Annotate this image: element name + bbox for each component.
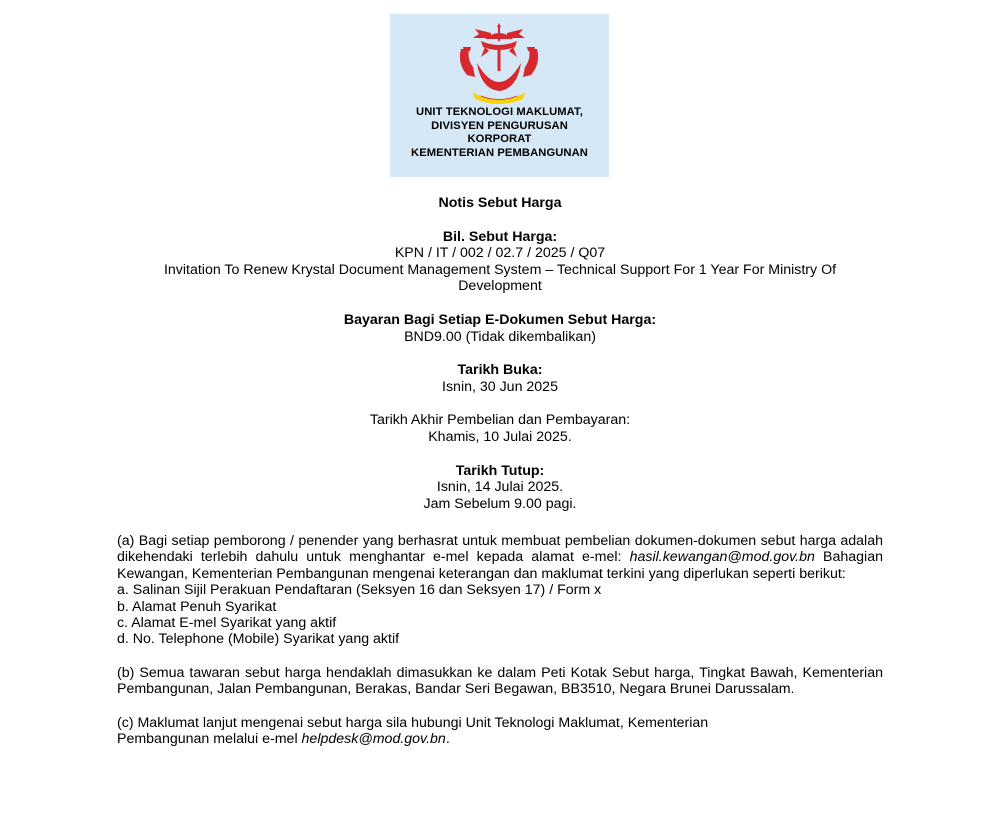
close-date-value: Isnin, 14 Julai 2025.: [436, 479, 564, 496]
ref-label: Bil. Sebut Harga:: [442, 228, 558, 245]
brunei-crest-icon: [451, 19, 547, 107]
paragraph-a-text-1: (a) Bagi setiap pemborong / penender yang berhasrat untuk membuat pembelian dokumen-dokumen sebut harga adalah dikehendaki terlebih dahulu untuk menghantar e-mel kepada alamat e-mel:: [117, 533, 883, 566]
requirement-item-a: a. Salinan Sijil Perakuan Pendaftaran (Seksyen 16 dan Seksyen 17) / Form x: [117, 582, 602, 599]
logo-line-1: UNIT TEKNOLOGI MAKLUMAT,: [416, 106, 583, 118]
requirement-item-d: d. No. Telephone (Mobile) Syarikat yang aktif: [117, 631, 400, 648]
helpdesk-email-link[interactable]: helpdesk@mod.gov.bn: [301, 731, 446, 748]
purchase-deadline-label: Tarikh Akhir Pembelian dan Pembayaran:: [369, 412, 631, 429]
logo-line-3: KORPORAT: [467, 133, 532, 145]
paragraph-a: [117, 533, 883, 582]
logo-caption: [390, 106, 609, 160]
logo-line-2: DIVISYEN PENGURUSAN: [431, 119, 568, 132]
ref-number: KPN / IT / 002 / 02.7 / 2025 / Q07: [394, 245, 606, 262]
ministry-logo-panel: [390, 14, 609, 177]
paragraph-c-suffix: .: [445, 731, 450, 748]
finance-email-link[interactable]: hasil.kewangan@mod.gov.bn: [629, 549, 815, 566]
subject-line-2: Development: [458, 278, 542, 295]
paragraph-c-prefix: Pembangunan melalui e-mel: [117, 731, 302, 748]
requirement-item-b: b. Alamat Penuh Syarikat: [117, 598, 277, 615]
close-date-label: Tarikh Tutup:: [455, 462, 545, 479]
paragraph-c-line-2: [117, 731, 883, 747]
open-date-value: Isnin, 30 Jun 2025: [442, 378, 558, 395]
subject-line-1: Invitation To Renew Krystal Document Management System – Technical Support For 1 Year For Ministry Of: [163, 261, 837, 278]
paragraph-c-line-1: (c) Maklumat lanjut mengenai sebut harga sila hubungi Unit Teknologi Maklumat, Kementerian: [117, 714, 709, 731]
notice-title: Notis Sebut Harga: [438, 195, 562, 211]
notice-body: [117, 533, 883, 747]
paragraph-a-text-2: Bahagian Kewangan, Kementerian Pembangunan mengenai keterangan dan maklumat terkini yang diperlukan seperti berikut:: [117, 549, 883, 582]
logo-line-4: KEMENTERIAN PEMBANGUNAN: [411, 146, 588, 159]
fee-value: BND9.00 (Tidak dikembalikan): [404, 328, 596, 345]
requirement-item-c: c. Alamat E-mel Syarikat yang aktif: [117, 615, 337, 632]
close-time: Jam Sebelum 9.00 pagi.: [423, 495, 577, 512]
notice-header: [0, 195, 1000, 512]
purchase-deadline-value: Khamis, 10 Julai 2025.: [428, 428, 572, 445]
fee-label: Bayaran Bagi Setiap E-Dokumen Sebut Harga:: [343, 311, 657, 328]
paragraph-b: (b) Semua tawaran sebut harga hendaklah dimasukkan ke dalam Peti Kotak Sebut harga, Tingkat Bawah, Kementerian Pembangunan, Jalan Pembangunan, Berakas, Bandar Seri Begawan, BB3510, Negara Brunei Darussalam.: [117, 664, 883, 698]
open-date-label: Tarikh Buka:: [457, 362, 543, 379]
